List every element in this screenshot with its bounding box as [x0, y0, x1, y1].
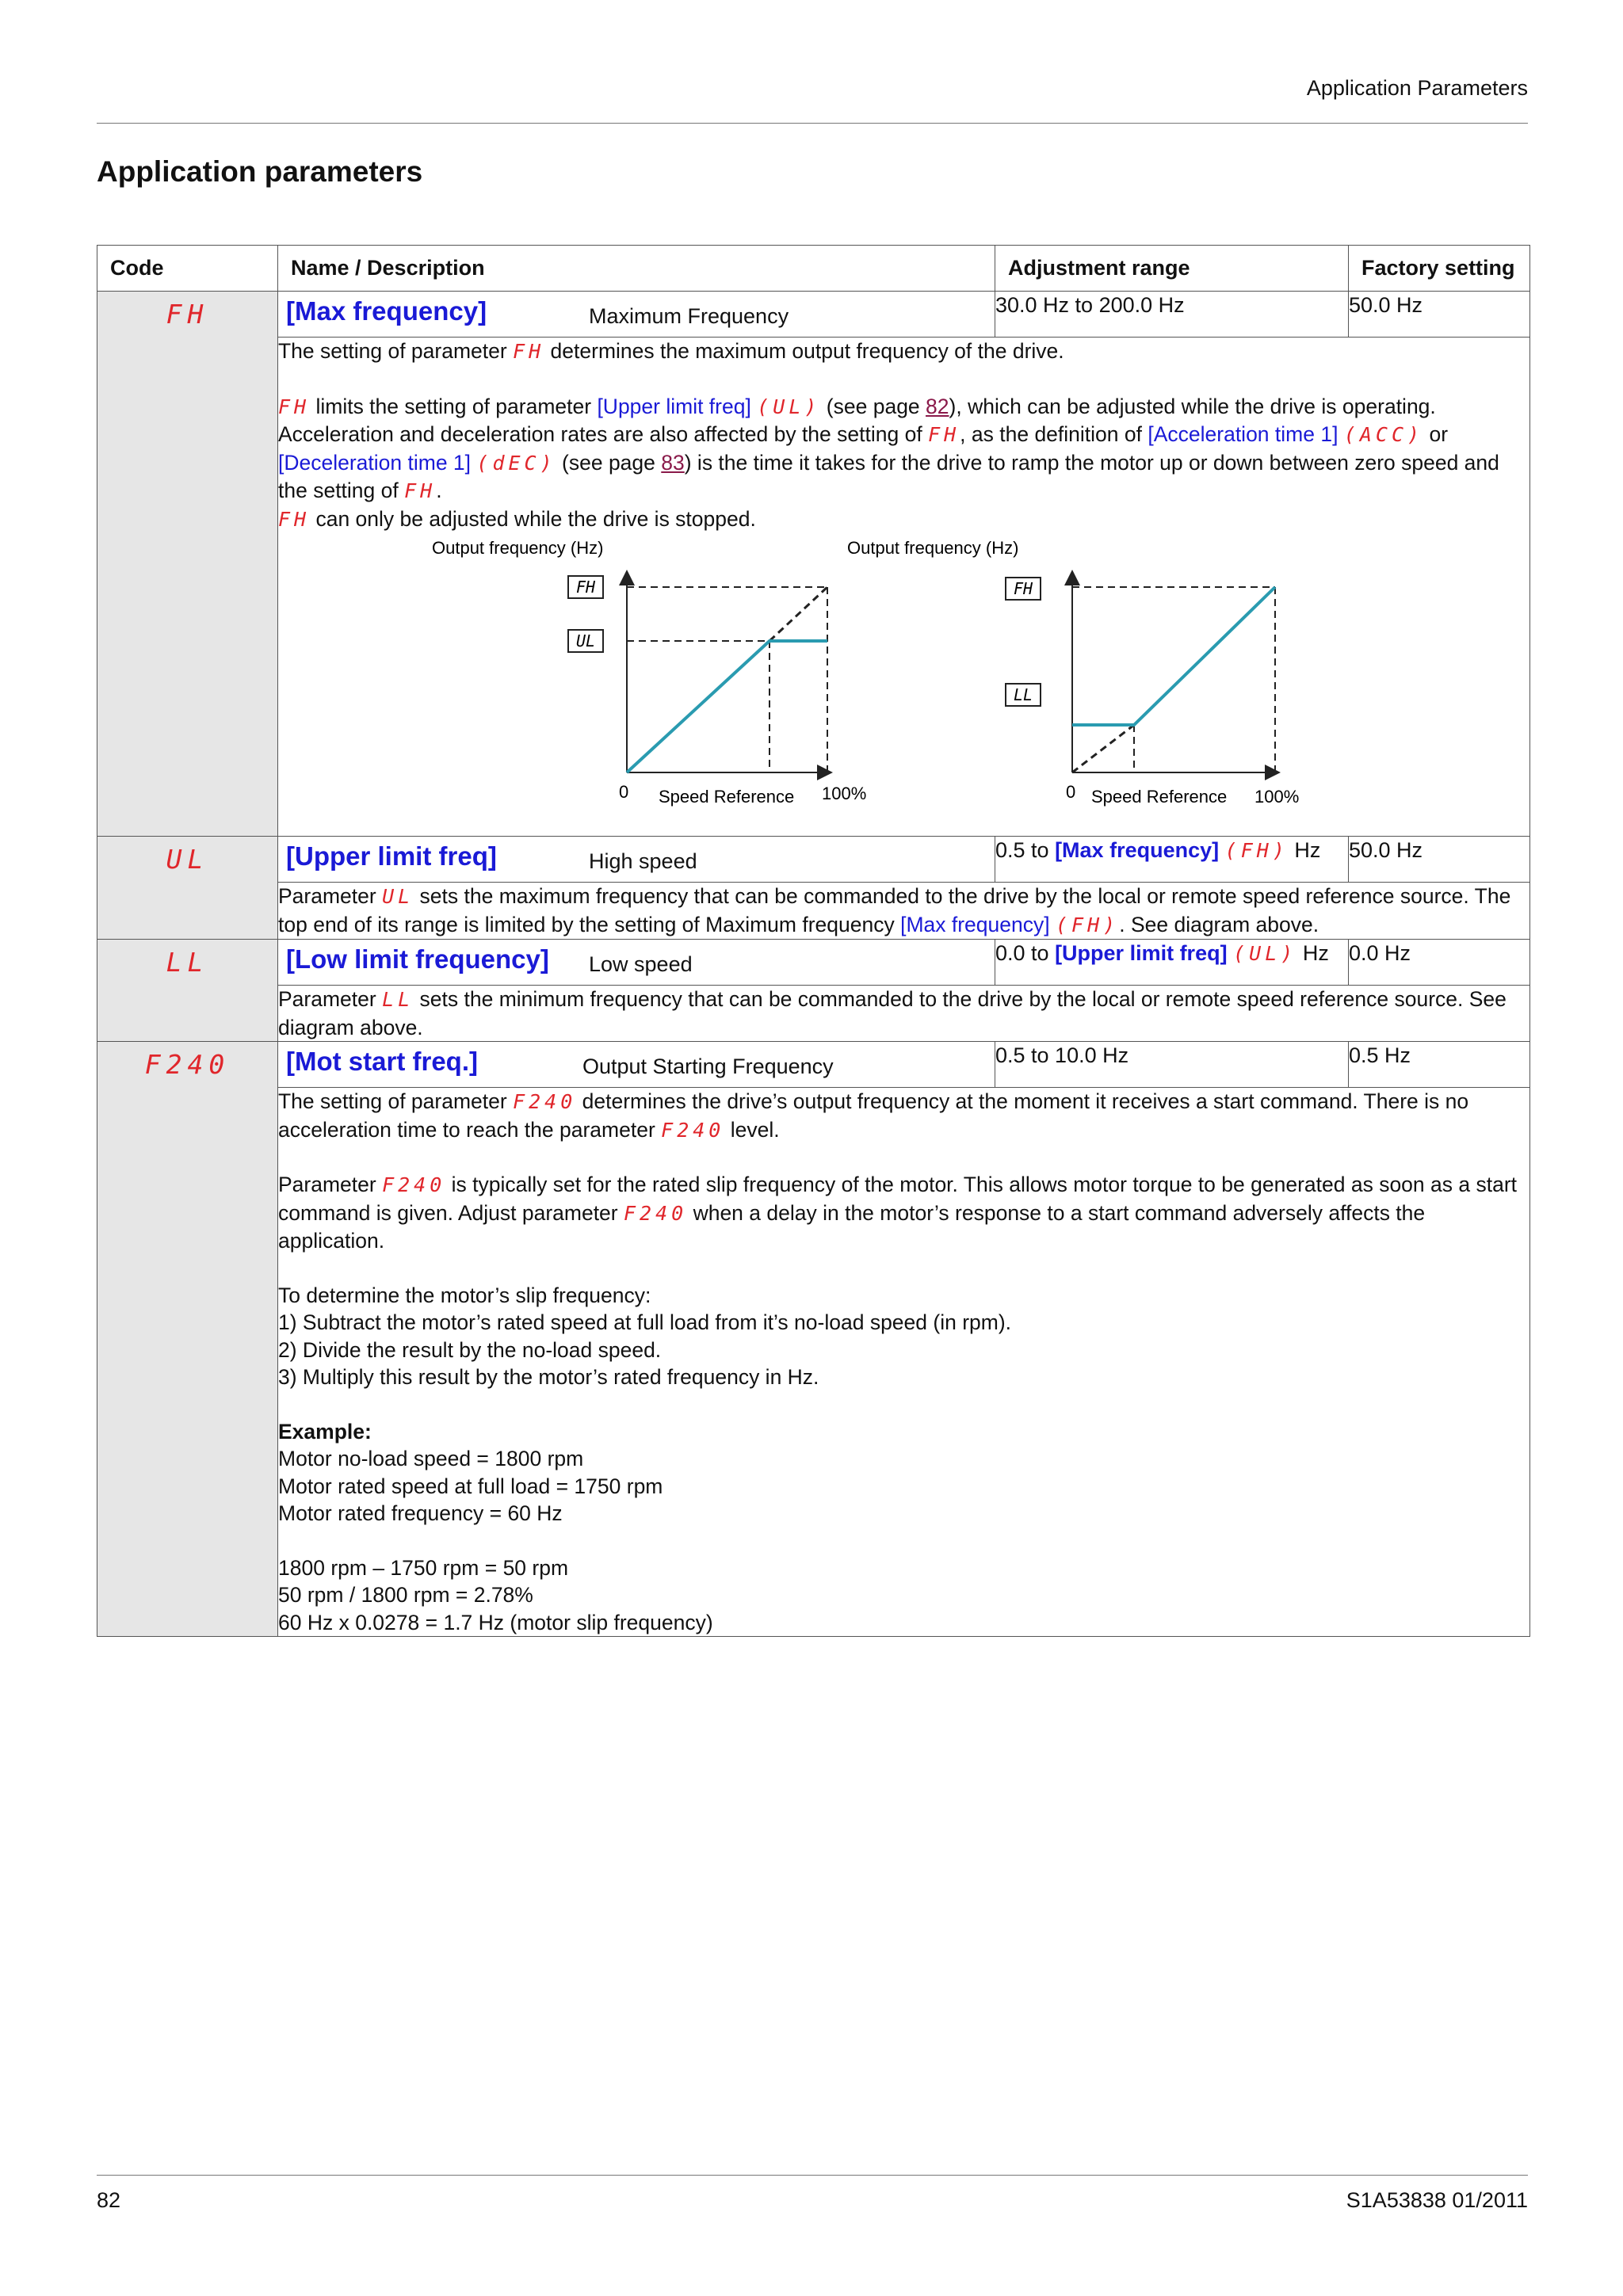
- diagram-svg: [278, 536, 1514, 836]
- param-short-desc: Output Starting Frequency: [582, 1055, 834, 1078]
- inline-code: F240: [382, 1173, 446, 1196]
- inline-code: F240: [623, 1201, 688, 1225]
- param-code: FH: [166, 299, 209, 330]
- paragraph: [278, 393, 1529, 505]
- table-row-description: [97, 1088, 1530, 1637]
- unclamped-segment: [769, 587, 827, 641]
- inline-code: (dEC): [476, 451, 556, 475]
- text: , as the definition of: [960, 422, 1148, 446]
- slip-intro: To determine the motor’s slip frequency:: [278, 1283, 651, 1307]
- text: is typically set for the rated slip frequency of the motor. This allows motor torque to be generated as soon as a start command is given. Adjust parameter: [278, 1173, 1518, 1225]
- text: Parameter: [278, 987, 383, 1011]
- factory-cell: 0.0 Hz: [1349, 940, 1530, 986]
- table-row-description: [97, 338, 1530, 837]
- name-cell-f240: [278, 1042, 995, 1088]
- text: determines the drive’s output frequency at the moment it receives a start command. There is no acceleration time to reach the parameter: [278, 1089, 1469, 1142]
- factory-cell: 50.0 Hz: [1349, 292, 1530, 338]
- example-line-3: Motor rated frequency = 60 Hz: [278, 1501, 563, 1525]
- range-cell: [995, 837, 1349, 883]
- calc-line-2: 50 rpm / 1800 rpm = 2.78%: [278, 1583, 533, 1607]
- param-ref: [Acceleration time 1]: [1148, 422, 1338, 446]
- fh-description: [278, 338, 1529, 533]
- output-curve: [1072, 587, 1275, 725]
- param-short-desc: Low speed: [589, 952, 693, 976]
- calc-line-3: 60 Hz x 0.0278 = 1.7 Hz (motor slip frequency): [278, 1610, 713, 1634]
- slip-step-1: 1) Subtract the motor’s rated speed at full load from it’s no-load speed (in rpm).: [278, 1310, 1012, 1334]
- x-axis-label: Speed Reference: [1091, 787, 1228, 807]
- text: level.: [724, 1117, 780, 1142]
- paragraph: [278, 883, 1529, 939]
- text: The setting of parameter: [278, 1089, 514, 1113]
- inline-code: F240: [513, 1090, 577, 1113]
- inline-code: FH: [513, 340, 545, 363]
- param-ref: [Upper limit freq]: [597, 394, 751, 418]
- text: The setting of parameter: [278, 339, 514, 363]
- x-max: 100%: [1254, 787, 1300, 807]
- ul-box-label: UL: [575, 631, 596, 650]
- table-header-row: [97, 246, 1530, 292]
- code-cell-fh: [97, 292, 278, 837]
- paragraph: [278, 1088, 1529, 1144]
- document-reference: S1A53838 01/2011: [1346, 2188, 1528, 2212]
- text: .: [436, 479, 442, 502]
- param-short-desc: Maximum Frequency: [589, 304, 789, 328]
- code-cell-f240: [97, 1042, 278, 1637]
- code-cell-ul: [97, 837, 278, 940]
- table-row-description: [97, 883, 1530, 940]
- header-rule: [97, 123, 1528, 124]
- text: Parameter: [278, 884, 383, 908]
- param-ref: [Max frequency]: [900, 912, 1050, 936]
- inline-code: (UL): [1233, 942, 1297, 965]
- param-code: UL: [166, 844, 209, 875]
- col-header-name: Name / Description: [278, 246, 995, 292]
- ll-box-label: LL: [1013, 685, 1033, 704]
- fh-box-label: FH: [575, 578, 596, 597]
- text: Parameter: [278, 1173, 383, 1196]
- range-cell: [995, 940, 1349, 986]
- inline-code: FH: [278, 507, 311, 531]
- text: (see page: [556, 450, 662, 475]
- text: or: [1423, 422, 1449, 446]
- table-row: [97, 837, 1530, 883]
- paragraph: [278, 1171, 1529, 1255]
- output-curve: [627, 641, 827, 772]
- name-cell-ul: [278, 837, 995, 883]
- col-header-code: Code: [97, 246, 278, 292]
- x-origin: 0: [619, 782, 629, 802]
- text: sets the minimum frequency that can be commanded to the drive by the local or remote speed reference source. See diagram above.: [278, 987, 1507, 1039]
- text: 0.0 to: [995, 941, 1056, 965]
- page-link[interactable]: 82: [926, 394, 949, 418]
- param-short-desc: High speed: [589, 849, 697, 873]
- paragraph: [278, 338, 1529, 366]
- inline-code: FH: [928, 423, 960, 446]
- fh-box-label: FH: [1013, 579, 1033, 598]
- y-axis-label: Output frequency (Hz): [847, 538, 1019, 558]
- slip-step-2: 2) Divide the result by the no-load speed.: [278, 1337, 662, 1362]
- x-max: 100%: [822, 784, 867, 803]
- frequency-diagrams: [278, 536, 1529, 836]
- text: when a delay in the motor’s response to a start command adversely affects the application.: [278, 1200, 1426, 1253]
- inline-code: FH: [404, 479, 437, 502]
- example-line-1: Motor no-load speed = 1800 rpm: [278, 1447, 584, 1470]
- desc-cell-fh: [278, 338, 1530, 837]
- diagram-right: [847, 538, 1299, 807]
- x-axis-label: Speed Reference: [659, 787, 795, 807]
- x-origin: 0: [1066, 782, 1076, 802]
- text: Hz: [1296, 941, 1329, 965]
- example-line-2: Motor rated speed at full load = 1750 rpm: [278, 1474, 663, 1498]
- text: sets the maximum frequency that can be commanded to the drive by the local or remote speed reference source. The top end of its range is limited by the setting of Maximum frequency: [278, 884, 1511, 936]
- param-name: [Low limit frequency]: [286, 944, 549, 974]
- param-ref: [Max frequency]: [1055, 838, 1220, 862]
- desc-cell-ul: [278, 883, 1530, 940]
- table-row: [97, 940, 1530, 986]
- table-row: [97, 1042, 1530, 1088]
- range-cell: 30.0 Hz to 200.0 Hz: [995, 292, 1349, 338]
- param-name: [Upper limit freq]: [286, 841, 497, 871]
- desc-cell-f240: [278, 1088, 1530, 1637]
- inline-code: (FH): [1055, 913, 1120, 936]
- unclamped-segment: [1072, 725, 1134, 772]
- range-cell: 0.5 to 10.0 Hz: [995, 1042, 1349, 1088]
- inline-code: (FH): [1224, 839, 1289, 862]
- param-code: F240: [144, 1049, 231, 1080]
- inline-code: F240: [661, 1118, 725, 1142]
- inline-code: (UL): [757, 395, 821, 418]
- param-code: LL: [166, 947, 209, 978]
- calc-line-1: 1800 rpm – 1750 rpm = 50 rpm: [278, 1555, 569, 1580]
- table-row: [97, 292, 1530, 338]
- text: ) is the time it takes for the drive to ramp the motor up or down between zero speed and the setting of: [278, 450, 1499, 502]
- page-link[interactable]: 83: [661, 450, 685, 475]
- text: can only be adjusted while the drive is stopped.: [310, 506, 756, 531]
- example-label: Example:: [278, 1419, 372, 1444]
- running-header: Application Parameters: [1306, 76, 1528, 100]
- name-cell-fh: [278, 292, 995, 338]
- text: determines the maximum output frequency of the drive.: [544, 339, 1064, 363]
- paragraph: [278, 505, 1529, 534]
- text: (see page: [820, 394, 926, 418]
- param-name: [Mot start freq.]: [286, 1047, 478, 1076]
- name-cell-ll: [278, 940, 995, 986]
- text: ), which can be adjusted while the drive is operating. Acceleration and deceleration rates are also affected by the setting of: [278, 394, 1436, 446]
- col-header-range: Adjustment range: [995, 246, 1349, 292]
- inline-code: (ACC): [1343, 423, 1424, 446]
- text: Hz: [1288, 838, 1321, 862]
- inline-code: LL: [382, 988, 414, 1011]
- param-ref: [Upper limit freq]: [1055, 941, 1228, 965]
- text: 0.5 to: [995, 838, 1056, 862]
- footer-rule: [97, 2175, 1528, 2176]
- code-cell-ll: [97, 940, 278, 1042]
- col-header-factory: Factory setting: [1349, 246, 1530, 292]
- param-ref: [Deceleration time 1]: [278, 450, 472, 475]
- inline-code: UL: [382, 885, 414, 908]
- slip-step-3: 3) Multiply this result by the motor’s rated frequency in Hz.: [278, 1365, 819, 1389]
- factory-cell: 50.0 Hz: [1349, 837, 1530, 883]
- table-row-description: [97, 986, 1530, 1042]
- y-axis-label: Output frequency (Hz): [432, 538, 604, 558]
- desc-cell-ll: [278, 986, 1530, 1042]
- inline-code: FH: [278, 395, 311, 418]
- parameters-table: [97, 245, 1530, 1637]
- text: . See diagram above.: [1119, 912, 1319, 936]
- paragraph: [278, 986, 1529, 1041]
- text: limits the setting of parameter: [310, 394, 598, 418]
- factory-cell: 0.5 Hz: [1349, 1042, 1530, 1088]
- diagram-left: [432, 538, 866, 807]
- page-number: 82: [97, 2188, 121, 2212]
- param-name: [Max frequency]: [286, 296, 487, 326]
- page-title: Application parameters: [97, 155, 423, 188]
